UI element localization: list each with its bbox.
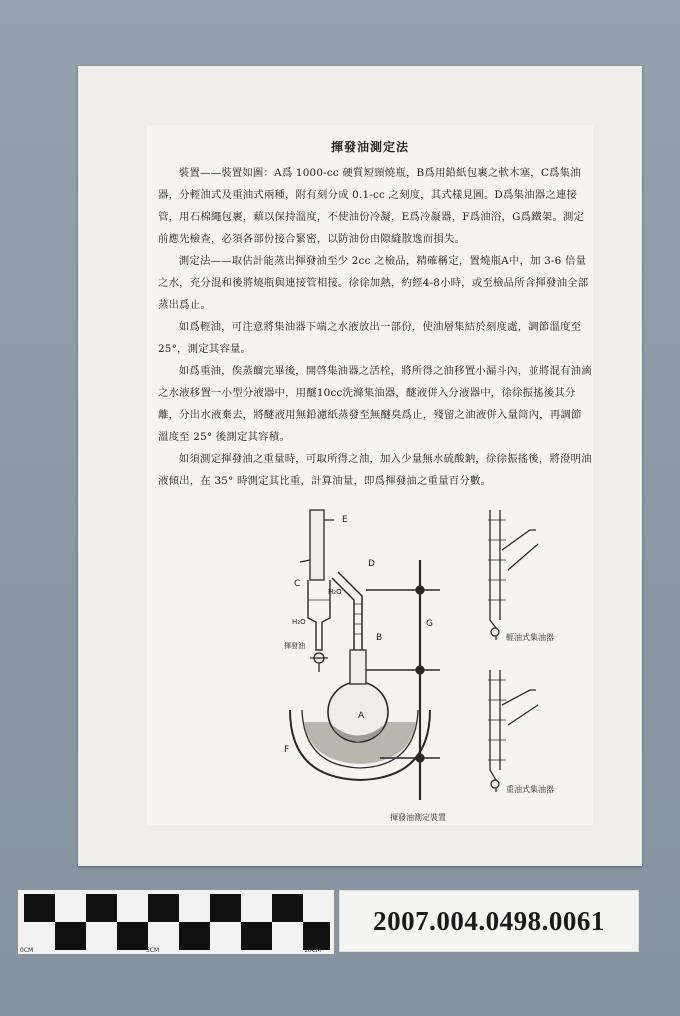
heavy-collector-stopcock	[491, 780, 499, 788]
asbestos-wrap	[354, 604, 362, 634]
light-oil-collector	[490, 510, 538, 640]
clamp-knob-3	[416, 754, 424, 762]
label-f: F	[284, 745, 290, 755]
scale-label-5: 5CM	[146, 947, 160, 954]
light-collector-stopcock	[491, 628, 499, 636]
clamp-knob-2	[416, 666, 424, 674]
connecting-tube-d-outer	[338, 572, 362, 650]
paragraph-method: 測定法——取估計能蒸出揮發油至少 2cc 之檢品，精確稱定，置燒瓶A中，加 3-6 倍量之水，充分混和後將燒瓶與連接管相接。徐徐加熱，約經4-8小時，或至檢品所含揮發油全部蒸出爲止。	[158, 255, 589, 311]
caption-light-oil: 輕油式集油器	[506, 633, 554, 642]
scale-label-0: 0CM	[20, 947, 34, 954]
heavy-collector-ticks	[488, 680, 506, 760]
caption-apparatus: 揮發油測定裝置	[390, 813, 446, 822]
label-volatile-oil: 揮發油	[284, 642, 305, 650]
paragraph-apparatus: 裝置——裝置如圖：A爲 1000-cc 硬質短頸燒瓶，B爲用鉛紙包裹之軟木塞，C爲集油器，分輕油式及重油式兩種，附有刻分成 0.1-cc 之刻度，其式樣見圖。D爲集油器之連接管，用石棉繩包裹，藉以保持溫度，不使油份冷凝，E爲冷凝器，F爲油浴，G爲鐵架。測定前應先檢查，必須各部份接合緊密，以防油份由隙縫散逸而損失。	[158, 167, 585, 245]
label-a: A	[358, 711, 365, 721]
paragraph-weight: 如須測定揮發油之重量時，可取所得之油，加入少量無水硫酸鈉，徐徐振搖後，將澄明油液傾出，在 35° 時測定其比重，計算油量，即爲揮發油之重量百分數。	[158, 453, 592, 487]
oil-collector-c	[308, 580, 330, 650]
paragraph-light-oil: 如爲輕油，可注意將集油器下端之水液放出一部份，使油層集結於刻度處，調節溫度至 25°，測定其容量。	[158, 321, 582, 355]
accession-number: 2007.004.0498.0061	[339, 890, 639, 952]
document-body	[158, 162, 592, 492]
checker-scale	[18, 890, 334, 954]
flask-neck	[350, 650, 366, 684]
label-b: B	[376, 633, 383, 643]
scale-bar	[18, 890, 334, 954]
label-h2o-inlet: H₂O	[328, 588, 342, 596]
heavy-oil-collector	[490, 670, 538, 792]
label-g: G	[426, 619, 433, 629]
apparatus-figure	[280, 500, 590, 830]
label-c: C	[294, 579, 301, 589]
clamp-knob-1	[416, 586, 424, 594]
apparatus-diagram	[280, 500, 590, 830]
label-e: E	[342, 515, 348, 525]
label-h2o-outlet: H₂O	[292, 618, 306, 626]
document-title: 揮發油測定法	[330, 140, 409, 154]
light-collector-ticks	[488, 520, 506, 600]
scale-label-10: 10CM	[304, 947, 322, 954]
condenser-e	[310, 510, 324, 580]
label-d: D	[368, 559, 375, 569]
caption-heavy-oil: 重油式集油器	[506, 785, 554, 794]
paragraph-heavy-oil: 如爲重油，俟蒸餾完畢後，開啓集油器之活栓，將所得之油移置小漏斗內，並將混有油滴之水液移置一小型分液器中，用醚10cc洗滌集油器，醚液併入分液器中，徐徐振搖後其分離，分出水液棄去，將醚液用無鉛濾紙蒸發至無醚臭爲止，殘留之油液併入量筒內，再調節溫度至 25° 後測定其容積。	[158, 365, 592, 443]
